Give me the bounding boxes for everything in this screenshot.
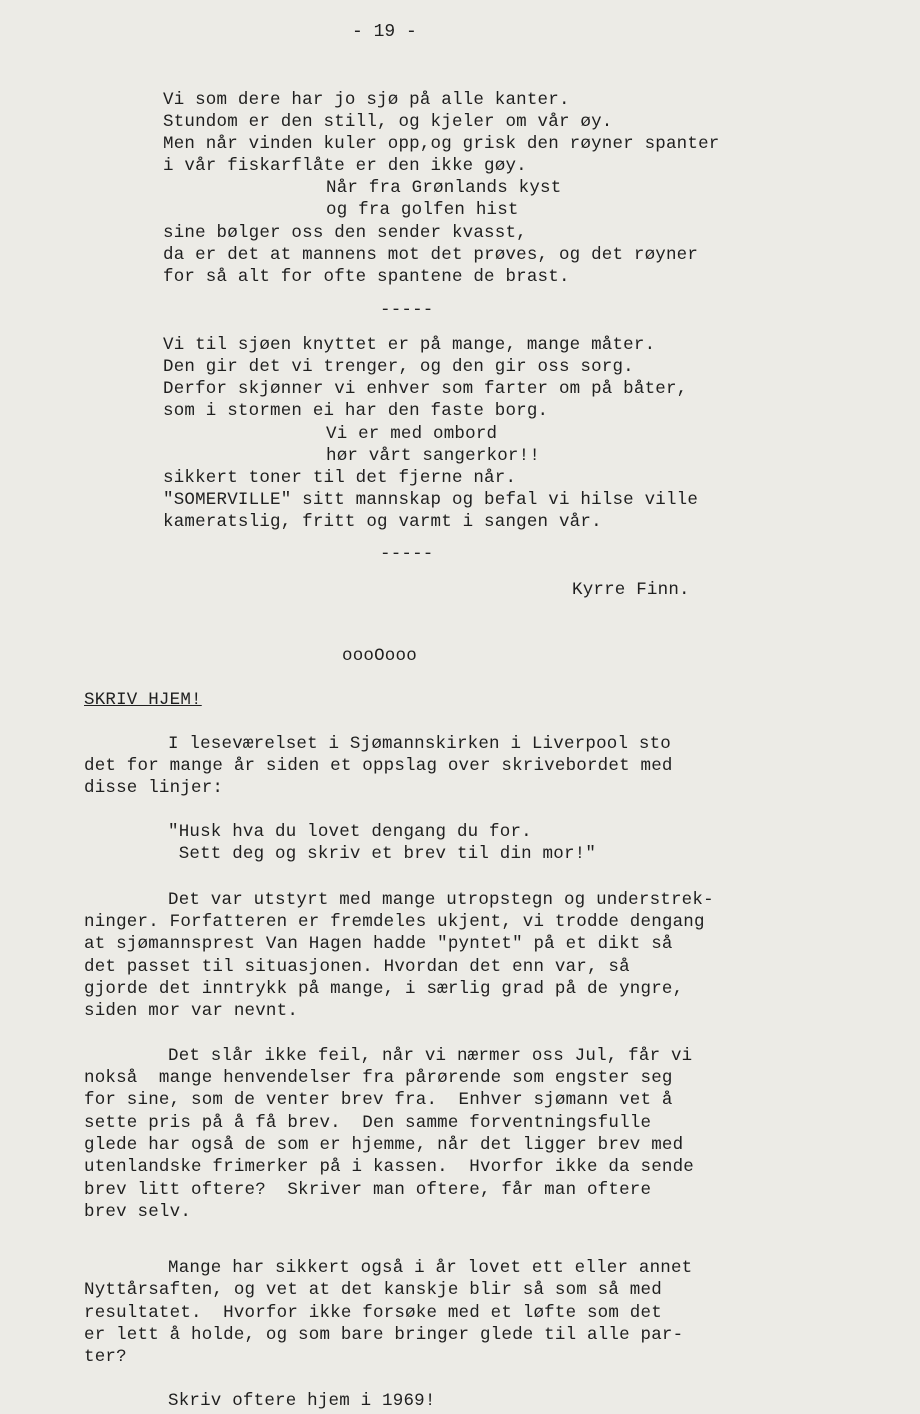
divider: ----- xyxy=(380,300,434,320)
paragraph-line: siden mor var nevnt. xyxy=(84,1001,299,1021)
paragraph-line: glede har også de som er hjemme, når det ligger brev med xyxy=(84,1135,684,1155)
poem-line: sine bølger oss den sender kvasst, xyxy=(163,223,527,243)
poem-line: Vi til sjøen knyttet er på mange, mange måter. xyxy=(163,335,656,355)
poem-line: Stundom er den still, og kjeler om vår øy. xyxy=(163,112,613,132)
paragraph-line: ter? xyxy=(84,1347,127,1367)
divider: ----- xyxy=(380,544,434,564)
paragraph-line: disse linjer: xyxy=(84,778,224,798)
page-number: - 19 - xyxy=(352,22,417,42)
poem-line: som i stormen ei har den faste borg. xyxy=(163,401,549,421)
poem-signature: Kyrre Finn. xyxy=(572,580,690,600)
poem-line: for så alt for ofte spantene de brast. xyxy=(163,267,570,287)
poem-line: Den gir det vi trenger, og den gir oss sorg. xyxy=(163,357,634,377)
ornament: oooOooo xyxy=(342,646,417,666)
paragraph-line: gjorde det inntrykk på mange, i særlig grad på de yngre, xyxy=(84,979,684,999)
poem-line: da er det at mannens mot det prøves, og det røyner xyxy=(163,245,699,265)
paragraph-line: nokså mange henvendelser fra pårørende som engster seg xyxy=(84,1068,673,1088)
poem-line: og fra golfen hist xyxy=(326,200,519,220)
paragraph-line: er lett å holde, og som bare bringer glede til alle par- xyxy=(84,1325,684,1345)
paragraph-line: ninger. Forfatteren er fremdeles ukjent, vi trodde dengang xyxy=(84,912,705,932)
poem-line: "SOMERVILLE" sitt mannskap og befal vi hilse ville xyxy=(163,490,699,510)
poem-line: hør vårt sangerkor!! xyxy=(326,446,541,466)
poem-line: Vi er med ombord xyxy=(326,424,498,444)
closing-line: Skriv oftere hjem i 1969! xyxy=(168,1391,436,1411)
quote-line: "Husk hva du lovet dengang du for. xyxy=(168,822,532,842)
poem-line: kameratslig, fritt og varmt i sangen vår. xyxy=(163,512,602,532)
paragraph-line: Det var utstyrt med mange utropstegn og understrek- xyxy=(168,890,714,910)
paragraph-line: det for mange år siden et oppslag over skrivebordet med xyxy=(84,756,673,776)
paragraph-line: I leseværelset i Sjømannskirken i Liverpool sto xyxy=(168,734,671,754)
paragraph-line: brev litt oftere? Skriver man oftere, får man oftere xyxy=(84,1180,652,1200)
paragraph-line: Det slår ikke feil, når vi nærmer oss Jul, får vi xyxy=(168,1046,693,1066)
poem-line: Men når vinden kuler opp,og grisk den røyner spanter xyxy=(163,134,720,154)
quote-line: Sett deg og skriv et brev til din mor!" xyxy=(168,844,597,864)
paragraph-line: at sjømannsprest Van Hagen hadde "pyntet" på et dikt så xyxy=(84,934,673,954)
paragraph-line: resultatet. Hvorfor ikke forsøke med et løfte som det xyxy=(84,1303,662,1323)
paragraph-line: det passet til situasjonen. Hvordan det enn var, så xyxy=(84,957,630,977)
paragraph-line: for sine, som de venter brev fra. Enhver sjømann vet å xyxy=(84,1090,673,1110)
poem-line: Når fra Grønlands kyst xyxy=(326,178,562,198)
poem-line: sikkert toner til det fjerne når. xyxy=(163,468,517,488)
poem-line: i vår fiskarflåte er den ikke gøy. xyxy=(163,156,527,176)
paragraph-line: Mange har sikkert også i år lovet ett eller annet xyxy=(168,1258,693,1278)
article-heading: SKRIV HJEM! xyxy=(84,690,202,710)
poem-line: Derfor skjønner vi enhver som farter om på båter, xyxy=(163,379,688,399)
paragraph-line: Nyttårsaften, og vet at det kanskje blir så som så med xyxy=(84,1280,662,1300)
paragraph-line: brev selv. xyxy=(84,1202,192,1222)
poem-line: Vi som dere har jo sjø på alle kanter. xyxy=(163,90,570,110)
paragraph-line: utenlandske frimerker på i kassen. Hvorfor ikke da sende xyxy=(84,1157,694,1177)
paragraph-line: sette pris på å få brev. Den samme forventningsfulle xyxy=(84,1113,652,1133)
